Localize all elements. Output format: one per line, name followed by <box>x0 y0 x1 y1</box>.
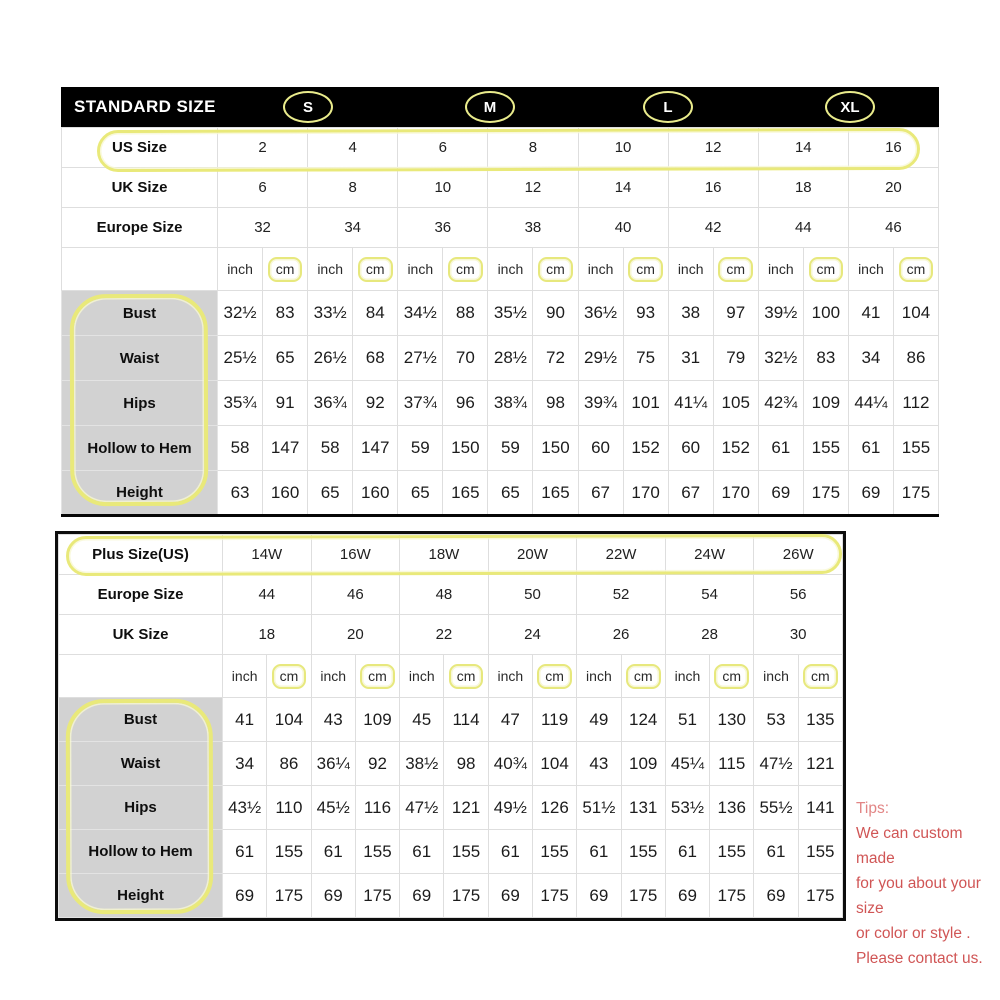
measure-value: 86 <box>893 336 938 381</box>
standard-size-header-bar <box>61 87 939 127</box>
measure-value: 92 <box>355 742 399 786</box>
measure-value: 155 <box>355 830 399 874</box>
measure-value: 121 <box>798 742 842 786</box>
size-group-oval-l: L <box>643 91 693 123</box>
inch-label: inch <box>577 655 621 698</box>
measure-value: 150 <box>533 426 578 471</box>
measure-value: 109 <box>355 698 399 742</box>
tips-title: Tips: <box>856 800 890 817</box>
measure-value: 61 <box>665 830 709 874</box>
size-value: 52 <box>577 575 666 615</box>
size-value: 30 <box>754 615 843 655</box>
measure-value: 104 <box>267 698 311 742</box>
measure-value: 53 <box>754 698 798 742</box>
standard-size-title: STANDARD SIZE <box>74 97 216 116</box>
cm-label-highlight: cm <box>449 664 484 689</box>
measure-value: 34 <box>848 336 893 381</box>
measure-value: 121 <box>444 786 488 830</box>
measure-value: 175 <box>710 874 754 918</box>
measure-value: 34 <box>223 742 267 786</box>
inch-label: inch <box>488 248 533 291</box>
measure-value: 69 <box>577 874 621 918</box>
measure-value: 160 <box>263 471 308 516</box>
measure-value: 175 <box>267 874 311 918</box>
measure-value: 29½ <box>578 336 623 381</box>
cm-label-highlight: cm <box>718 257 753 282</box>
measure-value: 32½ <box>218 291 263 336</box>
measure-value: 112 <box>893 381 938 426</box>
tips-line: for you about your size <box>856 875 981 917</box>
measure-value: 69 <box>488 874 532 918</box>
measure-value: 72 <box>533 336 578 381</box>
size-value: 20 <box>848 168 938 208</box>
tips-line: We can custom made <box>856 825 963 867</box>
measure-value: 43 <box>311 698 355 742</box>
measure-value: 175 <box>355 874 399 918</box>
size-value: 26W <box>754 535 843 575</box>
measure-label: Bust <box>59 698 223 742</box>
measure-value: 105 <box>713 381 758 426</box>
measure-value: 109 <box>621 742 665 786</box>
measure-value: 175 <box>798 874 842 918</box>
measure-value: 53½ <box>665 786 709 830</box>
measure-value: 114 <box>444 698 488 742</box>
size-value: 6 <box>398 128 488 168</box>
cm-label-highlight: cm <box>448 257 483 282</box>
size-value: 32 <box>218 208 308 248</box>
cm-label-highlight: cm <box>537 664 572 689</box>
size-group-oval-xl: XL <box>825 91 875 123</box>
measure-value: 155 <box>710 830 754 874</box>
measure-value: 116 <box>355 786 399 830</box>
measure-value: 155 <box>532 830 576 874</box>
measure-value: 45½ <box>311 786 355 830</box>
size-value: 16 <box>668 168 758 208</box>
measure-value: 98 <box>533 381 578 426</box>
measure-value: 60 <box>578 426 623 471</box>
measure-value: 141 <box>798 786 842 830</box>
measure-value: 68 <box>353 336 398 381</box>
measure-value: 58 <box>218 426 263 471</box>
cm-cell <box>621 655 665 698</box>
measure-value: 51 <box>665 698 709 742</box>
measure-value: 43½ <box>223 786 267 830</box>
measure-value: 59 <box>488 426 533 471</box>
measure-value: 28½ <box>488 336 533 381</box>
row-label: UK Size <box>59 615 223 655</box>
measure-value: 45 <box>400 698 444 742</box>
size-value: 22W <box>577 535 666 575</box>
measure-value: 175 <box>893 471 938 516</box>
measure-value: 33½ <box>308 291 353 336</box>
cm-label-highlight: cm <box>538 257 573 282</box>
row-label: Europe Size <box>59 575 223 615</box>
measure-value: 65 <box>488 471 533 516</box>
size-value: 20W <box>488 535 577 575</box>
unit-row-label <box>62 248 218 291</box>
measure-value: 131 <box>621 786 665 830</box>
size-value: 22 <box>400 615 489 655</box>
cm-cell <box>263 248 308 291</box>
measure-label: Height <box>62 471 218 516</box>
measure-value: 152 <box>623 426 668 471</box>
measure-value: 61 <box>223 830 267 874</box>
inch-label: inch <box>308 248 353 291</box>
plus-size-grid <box>58 534 843 918</box>
size-value: 4 <box>308 128 398 168</box>
measure-value: 34½ <box>398 291 443 336</box>
measure-value: 43 <box>577 742 621 786</box>
measure-value: 40¾ <box>488 742 532 786</box>
cm-cell <box>355 655 399 698</box>
measure-value: 136 <box>710 786 754 830</box>
measure-value: 39½ <box>758 291 803 336</box>
measure-value: 93 <box>623 291 668 336</box>
measure-value: 58 <box>308 426 353 471</box>
inch-label: inch <box>488 655 532 698</box>
size-group-oval-s: S <box>283 91 333 123</box>
measure-value: 44¼ <box>848 381 893 426</box>
measure-value: 61 <box>311 830 355 874</box>
measure-value: 86 <box>267 742 311 786</box>
measure-value: 126 <box>532 786 576 830</box>
size-value: 6 <box>218 168 308 208</box>
measure-value: 38½ <box>400 742 444 786</box>
measure-value: 31 <box>668 336 713 381</box>
measure-value: 65 <box>308 471 353 516</box>
inch-label: inch <box>311 655 355 698</box>
measure-value: 36½ <box>578 291 623 336</box>
cm-label-highlight: cm <box>358 257 393 282</box>
measure-value: 61 <box>758 426 803 471</box>
measure-value: 83 <box>263 291 308 336</box>
cm-cell <box>532 655 576 698</box>
measure-value: 38 <box>668 291 713 336</box>
measure-value: 45¼ <box>665 742 709 786</box>
measure-value: 59 <box>398 426 443 471</box>
measure-value: 135 <box>798 698 842 742</box>
measure-value: 91 <box>263 381 308 426</box>
size-value: 46 <box>848 208 938 248</box>
measure-value: 39¾ <box>578 381 623 426</box>
inch-label: inch <box>400 655 444 698</box>
cm-cell <box>713 248 758 291</box>
size-value: 20 <box>311 615 400 655</box>
measure-value: 47½ <box>400 786 444 830</box>
measure-value: 175 <box>803 471 848 516</box>
measure-value: 51½ <box>577 786 621 830</box>
size-value: 24 <box>488 615 577 655</box>
size-value: 16W <box>311 535 400 575</box>
measure-value: 69 <box>311 874 355 918</box>
measure-value: 119 <box>532 698 576 742</box>
cm-cell <box>710 655 754 698</box>
measure-value: 165 <box>533 471 578 516</box>
size-value: 14W <box>223 535 312 575</box>
measure-value: 97 <box>713 291 758 336</box>
measure-value: 65 <box>263 336 308 381</box>
measure-value: 98 <box>444 742 488 786</box>
cm-label-highlight: cm <box>626 664 661 689</box>
measure-value: 69 <box>400 874 444 918</box>
cm-cell <box>533 248 578 291</box>
size-value: 14 <box>578 168 668 208</box>
row-label: Europe Size <box>62 208 218 248</box>
cm-cell <box>267 655 311 698</box>
measure-value: 70 <box>443 336 488 381</box>
size-value: 10 <box>398 168 488 208</box>
cm-label-highlight: cm <box>803 664 838 689</box>
measure-value: 35¾ <box>218 381 263 426</box>
measure-value: 42¾ <box>758 381 803 426</box>
size-value: 2 <box>218 128 308 168</box>
measure-value: 84 <box>353 291 398 336</box>
measure-value: 36¼ <box>311 742 355 786</box>
inch-label: inch <box>218 248 263 291</box>
measure-value: 150 <box>443 426 488 471</box>
measure-value: 32½ <box>758 336 803 381</box>
cm-cell <box>623 248 668 291</box>
measure-label: Hips <box>59 786 223 830</box>
cm-label-highlight: cm <box>714 664 749 689</box>
cm-label-highlight: cm <box>628 257 663 282</box>
size-value: 12 <box>668 128 758 168</box>
measure-value: 155 <box>621 830 665 874</box>
measure-value: 61 <box>488 830 532 874</box>
size-value: 38 <box>488 208 578 248</box>
size-value: 10 <box>578 128 668 168</box>
measure-value: 90 <box>533 291 578 336</box>
measure-value: 155 <box>798 830 842 874</box>
measure-value: 26½ <box>308 336 353 381</box>
measure-value: 69 <box>758 471 803 516</box>
measure-value: 65 <box>398 471 443 516</box>
cm-cell <box>893 248 938 291</box>
inch-label: inch <box>578 248 623 291</box>
measure-label: Hips <box>62 381 218 426</box>
measure-value: 27½ <box>398 336 443 381</box>
size-value: 18W <box>400 535 489 575</box>
measure-value: 101 <box>623 381 668 426</box>
measure-value: 41¼ <box>668 381 713 426</box>
measure-value: 155 <box>803 426 848 471</box>
inch-label: inch <box>223 655 267 698</box>
cm-cell <box>803 248 848 291</box>
measure-value: 124 <box>621 698 665 742</box>
measure-value: 61 <box>577 830 621 874</box>
measure-value: 36¾ <box>308 381 353 426</box>
size-value: 42 <box>668 208 758 248</box>
measure-value: 35½ <box>488 291 533 336</box>
measure-value: 92 <box>353 381 398 426</box>
measure-value: 104 <box>532 742 576 786</box>
measure-value: 60 <box>668 426 713 471</box>
size-value: 8 <box>308 168 398 208</box>
measure-value: 88 <box>443 291 488 336</box>
measure-value: 69 <box>223 874 267 918</box>
size-value: 44 <box>223 575 312 615</box>
measure-value: 104 <box>893 291 938 336</box>
size-value: 46 <box>311 575 400 615</box>
measure-value: 61 <box>400 830 444 874</box>
measure-value: 83 <box>803 336 848 381</box>
size-value: 36 <box>398 208 488 248</box>
size-group-oval-m: M <box>465 91 515 123</box>
size-value: 18 <box>758 168 848 208</box>
measure-value: 79 <box>713 336 758 381</box>
cm-cell <box>798 655 842 698</box>
measure-value: 25½ <box>218 336 263 381</box>
measure-value: 69 <box>665 874 709 918</box>
measure-label: Hollow to Hem <box>62 426 218 471</box>
row-label: UK Size <box>62 168 218 208</box>
measure-value: 147 <box>263 426 308 471</box>
measure-value: 152 <box>713 426 758 471</box>
measure-value: 109 <box>803 381 848 426</box>
measure-value: 170 <box>713 471 758 516</box>
measure-value: 47½ <box>754 742 798 786</box>
measure-value: 75 <box>623 336 668 381</box>
measure-value: 67 <box>578 471 623 516</box>
size-value: 50 <box>488 575 577 615</box>
measure-value: 63 <box>218 471 263 516</box>
tips-line: Please contact us. <box>856 950 983 967</box>
measure-value: 55½ <box>754 786 798 830</box>
cm-label-highlight: cm <box>899 257 934 282</box>
measure-value: 49 <box>577 698 621 742</box>
measure-label: Hollow to Hem <box>59 830 223 874</box>
measure-value: 175 <box>444 874 488 918</box>
measure-value: 41 <box>223 698 267 742</box>
cm-label-highlight: cm <box>268 257 303 282</box>
measure-value: 67 <box>668 471 713 516</box>
tips-line: or color or style . <box>856 925 971 942</box>
measure-value: 170 <box>623 471 668 516</box>
size-value: 40 <box>578 208 668 248</box>
tips-note <box>856 796 1000 971</box>
size-value: 12 <box>488 168 578 208</box>
measure-value: 147 <box>353 426 398 471</box>
measure-value: 38¾ <box>488 381 533 426</box>
size-value: 54 <box>665 575 754 615</box>
measure-value: 130 <box>710 698 754 742</box>
cm-label-highlight: cm <box>272 664 307 689</box>
size-value: 8 <box>488 128 578 168</box>
measure-value: 175 <box>621 874 665 918</box>
measure-value: 37¾ <box>398 381 443 426</box>
measure-value: 155 <box>267 830 311 874</box>
cm-cell <box>353 248 398 291</box>
size-value: 44 <box>758 208 848 248</box>
measure-value: 61 <box>754 830 798 874</box>
inch-label: inch <box>758 248 803 291</box>
row-label: US Size <box>62 128 218 168</box>
measure-value: 110 <box>267 786 311 830</box>
measure-value: 100 <box>803 291 848 336</box>
size-value: 34 <box>308 208 398 248</box>
inch-label: inch <box>848 248 893 291</box>
measure-value: 69 <box>754 874 798 918</box>
measure-value: 69 <box>848 471 893 516</box>
unit-row-label <box>59 655 223 698</box>
inch-label: inch <box>398 248 443 291</box>
measure-label: Height <box>59 874 223 918</box>
measure-value: 61 <box>848 426 893 471</box>
size-value: 16 <box>848 128 938 168</box>
cm-cell <box>443 248 488 291</box>
measure-value: 96 <box>443 381 488 426</box>
measure-label: Bust <box>62 291 218 336</box>
size-value: 26 <box>577 615 666 655</box>
measure-value: 155 <box>893 426 938 471</box>
cm-cell <box>444 655 488 698</box>
measure-value: 41 <box>848 291 893 336</box>
row-label: Plus Size(US) <box>59 535 223 575</box>
size-value: 56 <box>754 575 843 615</box>
size-value: 28 <box>665 615 754 655</box>
inch-label: inch <box>665 655 709 698</box>
inch-label: inch <box>668 248 713 291</box>
measure-value: 160 <box>353 471 398 516</box>
cm-label-highlight: cm <box>360 664 395 689</box>
inch-label: inch <box>754 655 798 698</box>
plus-size-table <box>55 531 846 921</box>
standard-size-grid <box>61 127 939 517</box>
measure-value: 49½ <box>488 786 532 830</box>
size-value: 18 <box>223 615 312 655</box>
size-value: 48 <box>400 575 489 615</box>
measure-value: 47 <box>488 698 532 742</box>
measure-value: 155 <box>444 830 488 874</box>
measure-value: 165 <box>443 471 488 516</box>
measure-value: 115 <box>710 742 754 786</box>
measure-value: 175 <box>532 874 576 918</box>
cm-label-highlight: cm <box>809 257 844 282</box>
size-value: 24W <box>665 535 754 575</box>
size-value: 14 <box>758 128 848 168</box>
measure-label: Waist <box>62 336 218 381</box>
measure-label: Waist <box>59 742 223 786</box>
standard-size-table <box>61 87 939 517</box>
